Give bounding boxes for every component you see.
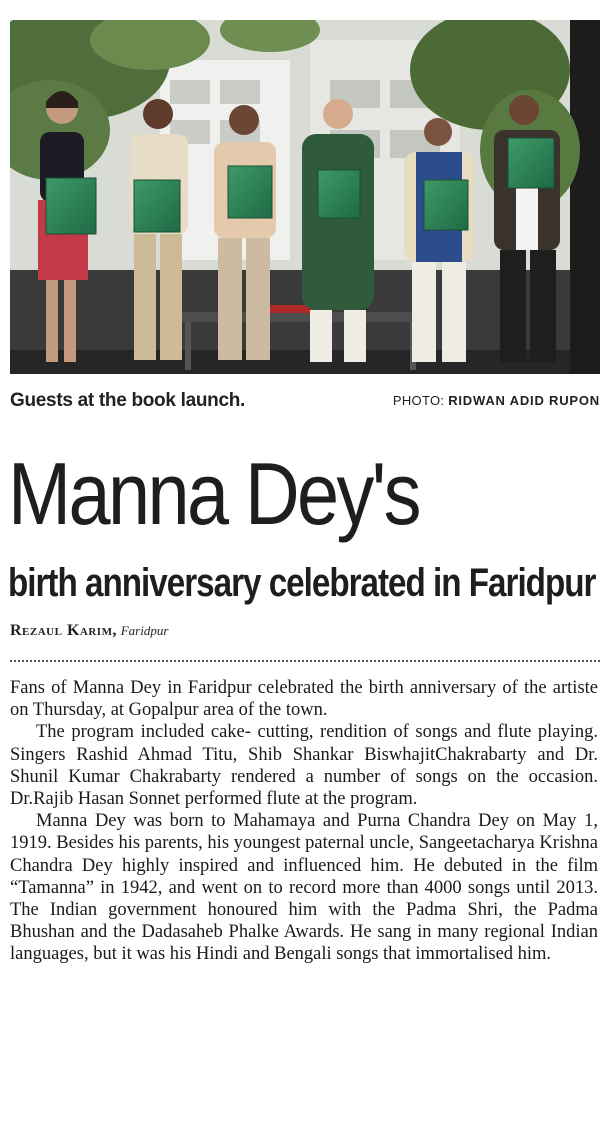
article-paragraph: Fans of Manna Dey in Faridpur celebrated the birth anniversary of the artiste on Thursday, at Gopalpur area of the town. xyxy=(10,678,598,721)
photo-credit-prefix: PHOTO: xyxy=(392,393,449,408)
byline-place: Faridpur xyxy=(120,623,169,638)
book-launch-photo xyxy=(10,20,600,374)
byline-name: Rezaul Karim, xyxy=(10,622,117,639)
subheadline: birth anniversary celebrated in Faridpur xyxy=(8,561,596,605)
article-body xyxy=(10,677,598,966)
dotted-divider xyxy=(10,660,600,662)
photo-credit-name: RIDWAN ADID RUPON xyxy=(448,393,600,408)
article-paragraph: The program included cake- cutting, rendition of songs and flute playing. Singers Rashid Ahmad Titu, Shib Shankar BiswhajitChakrabarty and Dr. Shunil Kumar Chakrabarty rendered a number of songs on the occasion. Dr.Rajib Hasan Sonnet performed flute at the program. xyxy=(10,722,598,810)
photo-caption-row xyxy=(10,390,600,420)
byline xyxy=(10,622,168,640)
previous-text-fragment xyxy=(0,0,610,18)
headline: Manna Dey's xyxy=(8,444,419,543)
photo-credit xyxy=(393,393,600,408)
article-paragraph: Manna Dey was born to Mahamaya and Purna Chandra Dey on May 1, 1919. Besides his parents, his youngest paternal uncle, Sangeetacharya Krishna Chandra Dey highly inspired and influenced him. He debuted in the film “Tamanna” in 1942, and went on to record more than 4000 songs until 2013. The Indian government honoured him with the Padma Shri, the Padma Bhushan and the Dadasaheb Phalke Awards. He sang in many regional Indian languages, but it was his Hindi and Bengali songs that immortalised him. xyxy=(10,811,598,965)
photo-caption: Guests at the book launch. xyxy=(10,390,246,411)
